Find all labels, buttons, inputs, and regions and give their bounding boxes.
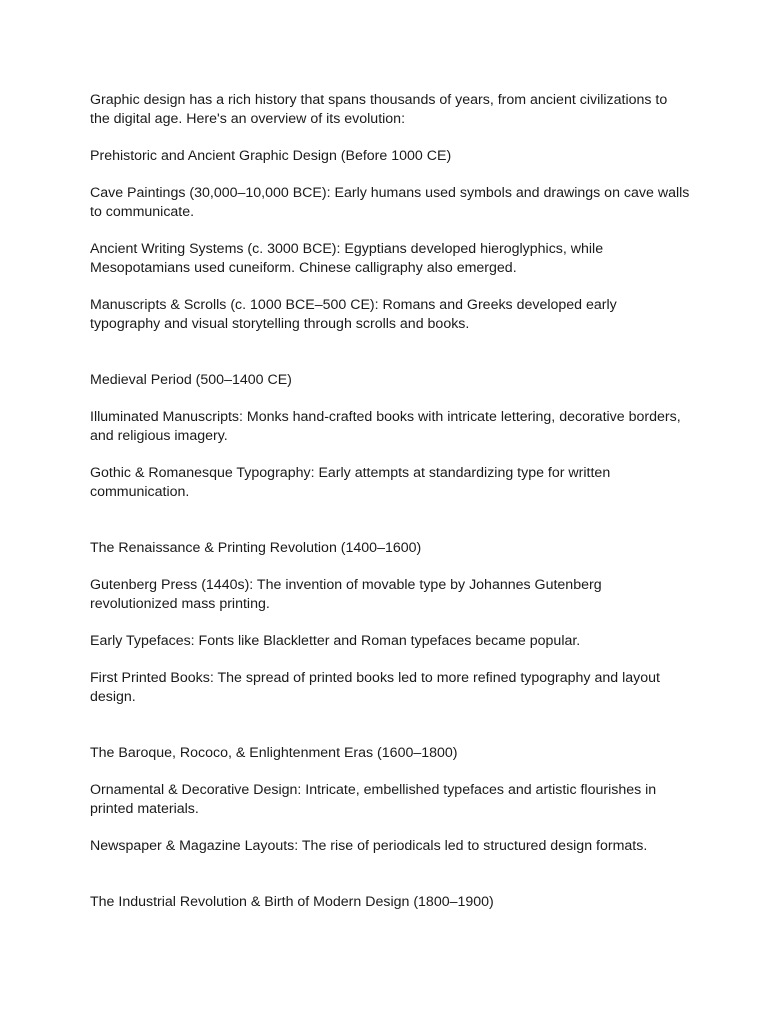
intro-paragraph: Graphic design has a rich history that spans thousands of years, from ancient civilizations to the digital age. Here's an overview of its evolution: (90, 92, 668, 127)
item-ancient-writing: Ancient Writing Systems (c. 3000 BCE): Egyptians developed hieroglyphics, while Mesopotamians used cuneiform. Chinese calligraphy also emerged. (90, 241, 604, 276)
section-heading-renaissance: The Renaissance & Printing Revolution (1400–1600) (90, 540, 422, 556)
item-first-printed-books: First Printed Books: The spread of printed books led to more refined typography and layout design. (90, 670, 660, 705)
item-early-typefaces: Early Typefaces: Fonts like Blackletter and Roman typefaces became popular. (90, 633, 581, 649)
item-manuscripts-scrolls: Manuscripts & Scrolls (c. 1000 BCE–500 CE): Romans and Greeks developed early typography and visual storytelling through scrolls and books. (90, 297, 617, 332)
item-gutenberg-press: Gutenberg Press (1440s): The invention of movable type by Johannes Gutenberg revolutionized mass printing. (90, 577, 602, 612)
item-cave-paintings: Cave Paintings (30,000–10,000 BCE): Early humans used symbols and drawings on cave walls to communicate. (90, 185, 690, 220)
section-heading-prehistoric: Prehistoric and Ancient Graphic Design (Before 1000 CE) (90, 148, 452, 164)
item-newspaper-magazine: Newspaper & Magazine Layouts: The rise of periodicals led to structured design formats. (90, 838, 648, 854)
section-heading-medieval: Medieval Period (500–1400 CE) (90, 372, 292, 388)
item-gothic-romanesque: Gothic & Romanesque Typography: Early attempts at standardizing type for written communication. (90, 465, 611, 500)
section-heading-baroque: The Baroque, Rococo, & Enlightenment Eras (1600–1800) (90, 745, 458, 761)
item-illuminated-manuscripts: Illuminated Manuscripts: Monks hand-crafted books with intricate lettering, decorative borders, and religious imagery. (90, 409, 681, 444)
section-heading-industrial: The Industrial Revolution & Birth of Modern Design (1800–1900) (90, 894, 494, 910)
document-body (90, 91, 690, 912)
item-ornamental-design: Ornamental & Decorative Design: Intricate, embellished typefaces and artistic flourishes in printed materials. (90, 782, 657, 817)
